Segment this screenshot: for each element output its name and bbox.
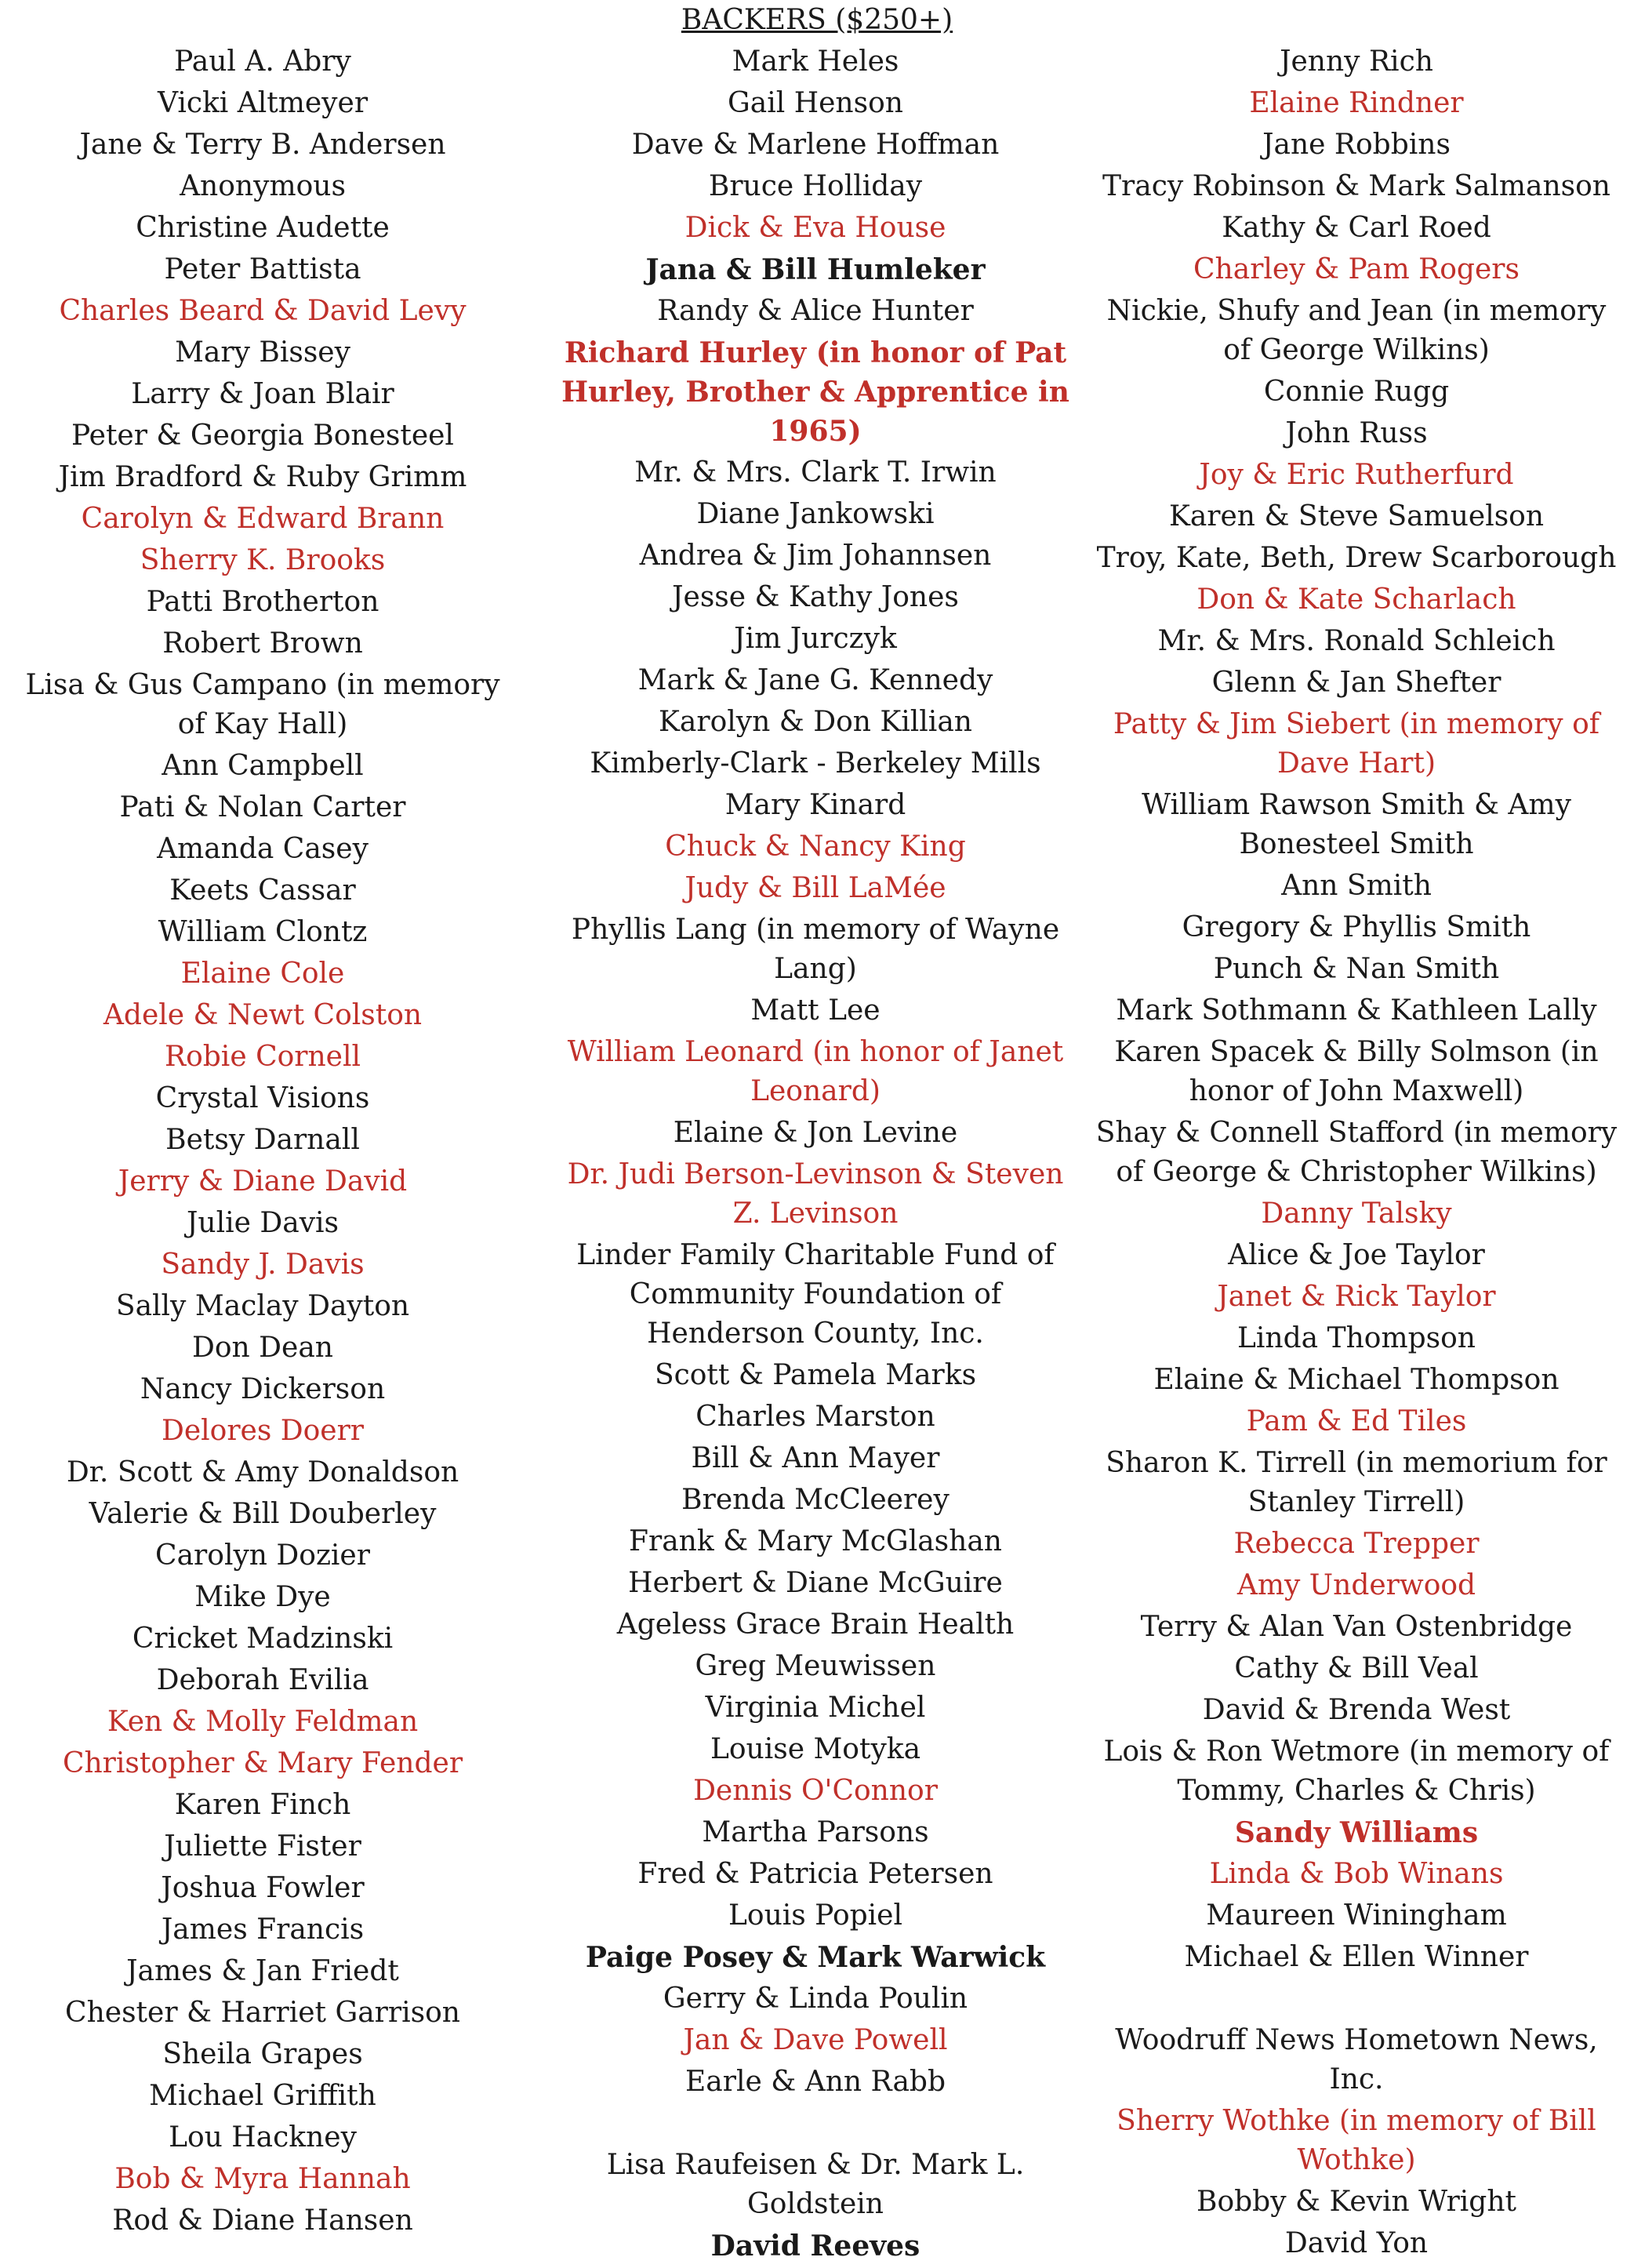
donor-entry: Peter Battista <box>164 253 361 285</box>
donor-entry: Chuck & Nancy King <box>665 831 966 863</box>
donor-entry: David & Brenda West <box>1202 1694 1511 1726</box>
donor-entry: Diane Jankowski <box>696 498 935 530</box>
donor-entry: Joy & Eric Rutherfurd <box>1199 459 1514 491</box>
donor-entry: Patty & Jim Siebert (in memory of Dave Hart) <box>1113 708 1600 780</box>
donor-entry: Mark Sothmann & Kathleen Lally <box>1116 994 1597 1027</box>
donor-entry: Judy & Bill LaMée <box>684 872 946 904</box>
donor-entry: Woodruff News Hometown News, Inc. <box>1115 2024 1598 2095</box>
donor-entry: Kimberly-Clark - Berkeley Mills <box>590 747 1041 780</box>
donor-entry: Karen Spacek & Billy Solmson (in honor of John Maxwell) <box>1114 1036 1599 1107</box>
donor-entry: Cathy & Bill Veal <box>1234 1652 1479 1685</box>
donor-entry: Amy Underwood <box>1236 1569 1476 1601</box>
donor-entry: Janet & Rick Taylor <box>1217 1281 1496 1313</box>
spacer <box>549 2104 1082 2143</box>
donor-entry: Troy, Kate, Beth, Drew Scarborough <box>1096 542 1617 574</box>
donor-entry: Michael & Ellen Winner <box>1184 1941 1529 1973</box>
donor-entry: Lisa Raufeisen & Dr. Mark L. Goldstein <box>606 2149 1025 2220</box>
donor-entry: Karen Finch <box>174 1789 351 1821</box>
donor-entry: James & Jan Friedt <box>126 1955 399 1987</box>
donor-entry: Cricket Madzinski <box>132 1623 394 1655</box>
donor-entry: Bob & Myra Hannah <box>114 2163 411 2195</box>
donor-entry: David Reeves <box>710 2230 920 2263</box>
donor-entry: Terry & Alan Van Ostenbridge <box>1140 1611 1573 1643</box>
donor-entry: Linda Thompson <box>1237 1322 1476 1354</box>
donor-entry: Juliette Fister <box>164 1830 361 1863</box>
donor-entry: Mary Kinard <box>724 789 906 821</box>
donor-entry: Glenn & Jan Shefter <box>1211 667 1501 699</box>
donor-entry: Charles Beard & David Levy <box>59 295 467 327</box>
donor-entry: Linder Family Charitable Fund of Community Foundation of Henderson County, Inc. <box>576 1239 1055 1350</box>
donor-entry: Matt Lee <box>750 994 881 1027</box>
donor-entry: Michael Griffith <box>149 2080 376 2112</box>
donor-entry: Elaine & Jon Levine <box>673 1117 958 1149</box>
donor-entry: Shay & Connell Stafford (in memory of George & Christopher Wilkins) <box>1095 1117 1618 1188</box>
donor-entry: Don & Kate Scharlach <box>1196 583 1516 616</box>
donor-entry: Martha Parsons <box>702 1816 929 1848</box>
donor-entry: Carolyn Dozier <box>155 1539 370 1572</box>
donor-entry: Don Dean <box>192 1332 333 1364</box>
donor-entry: Rod & Diane Hansen <box>112 2204 413 2237</box>
donor-entry: Patti Brotherton <box>146 586 379 618</box>
donor-entry: Charley & Pam Rogers <box>1193 253 1520 285</box>
donor-entry: Rebecca Trepper <box>1233 1528 1480 1560</box>
donor-entry: Linda & Bob Winans <box>1209 1858 1504 1890</box>
donor-entry: Lisa & Gus Campano (in memory of Kay Hall) <box>25 669 500 740</box>
donor-entry: Paige Posey & Mark Warwick <box>585 1941 1046 1974</box>
donor-entry: Greg Meuwissen <box>695 1650 936 1682</box>
donor-entry: Delores Doerr <box>161 1415 365 1447</box>
donor-entry: Dr. Scott & Amy Donaldson <box>66 1456 459 1488</box>
donor-entry: Jim Bradford & Ruby Grimm <box>58 461 467 493</box>
donor-entry: Amanda Casey <box>157 833 369 865</box>
donor-entry: Danny Talsky <box>1261 1198 1452 1230</box>
donor-entry: Nancy Dickerson <box>140 1373 386 1405</box>
donor-entry: Sherry Wothke (in memory of Bill Wothke) <box>1117 2105 1596 2176</box>
donor-entry: Louise Motyka <box>710 1733 921 1765</box>
donor-entry: William Rawson Smith & Amy Bonesteel Smith <box>1142 789 1571 860</box>
donor-entry: Crystal Visions <box>155 1082 370 1114</box>
donor-entry: Vicki Altmeyer <box>157 87 369 119</box>
donor-entry: James Francis <box>161 1914 365 1946</box>
page-heading: BACKERS ($250+) <box>681 4 953 36</box>
donor-entry: Deborah Evilia <box>156 1664 369 1696</box>
donor-entry: Mary Bissey <box>175 336 350 369</box>
donor-entry: Sally Maclay Dayton <box>115 1290 410 1322</box>
donor-entry: David Yon <box>1284 2227 1429 2259</box>
donor-entry: Keets Cassar <box>169 874 356 907</box>
donor-entry: John Russ <box>1285 417 1428 449</box>
donor-entry: Herbert & Diane McGuire <box>628 1567 1003 1599</box>
donor-entry: Kathy & Carl Roed <box>1222 212 1491 244</box>
donor-entry: Frank & Mary McGlashan <box>629 1525 1002 1557</box>
donor-entry: Bobby & Kevin Wright <box>1196 2186 1516 2218</box>
donor-entry: Ann Campbell <box>162 750 364 782</box>
donor-entry: Richard Hurley (in honor of Pat Hurley, Brother & Apprentice in 1965) <box>561 336 1069 448</box>
donor-entry: Phyllis Lang (in memory of Wayne Lang) <box>571 914 1060 985</box>
donor-entry: Christine Audette <box>136 212 390 244</box>
donor-entry: Bruce Holliday <box>708 170 923 202</box>
donor-column-right <box>1090 42 1623 2266</box>
donor-entry: Valerie & Bill Douberley <box>89 1498 437 1530</box>
donor-entry: Charles Marston <box>695 1401 935 1433</box>
donor-entry: Karen & Steve Samuelson <box>1168 500 1545 532</box>
donor-entry: Ann Smith <box>1281 870 1432 902</box>
donor-entry: Julie Davis <box>186 1207 340 1239</box>
donor-entry: Jane Robbins <box>1262 129 1451 161</box>
donor-entry: Elaine Rindner <box>1249 87 1464 119</box>
donor-entry: Karolyn & Don Killian <box>659 706 972 738</box>
donor-entry: Dr. Judi Berson-Levinson & Steven Z. Levinson <box>567 1158 1064 1230</box>
donor-entry: Elaine Cole <box>180 958 345 990</box>
donor-entry: Carolyn & Edward Brann <box>81 503 445 535</box>
donor-entry: Betsy Darnall <box>165 1124 360 1156</box>
donor-entry: Ken & Molly Feldman <box>107 1706 419 1738</box>
donor-entry: Tracy Robinson & Mark Salmanson <box>1102 170 1610 202</box>
donor-entry: Paul A. Abry <box>174 45 351 78</box>
donor-entry: Joshua Fowler <box>161 1872 365 1904</box>
donor-entry: Jane & Terry B. Andersen <box>79 129 446 161</box>
donor-entry: Jan & Dave Powell <box>683 2024 948 2056</box>
donor-entry: Chester & Harriet Garrison <box>65 1997 460 2029</box>
donor-entry: Randy & Alice Hunter <box>657 295 974 327</box>
donor-entry: Dennis O'Connor <box>693 1775 938 1807</box>
donor-entry: Dave & Marlene Hoffman <box>631 129 1000 161</box>
donor-entry: Mike Dye <box>194 1581 331 1613</box>
donor-entry: Dick & Eva House <box>684 212 946 244</box>
donor-entry: Andrea & Jim Johannsen <box>639 540 992 572</box>
donor-entry: Maureen Winingham <box>1206 1899 1507 1932</box>
donor-entry: Louis Popiel <box>728 1899 902 1932</box>
donor-entry: Sharon K. Tirrell (in memorium for Stanley Tirrell) <box>1106 1447 1607 1518</box>
donor-entry: Ageless Grace Brain Health <box>616 1608 1015 1641</box>
donor-entry: Adele & Newt Colston <box>103 999 423 1031</box>
donor-entry: William Clontz <box>158 916 368 948</box>
donor-entry: Elaine & Michael Thompson <box>1153 1364 1560 1396</box>
donor-entry: Jerry & Diane David <box>118 1165 408 1198</box>
donor-entry: Bill & Ann Mayer <box>691 1442 940 1474</box>
donor-entry: Jesse & Kathy Jones <box>672 581 959 613</box>
donor-entry: Earle & Ann Rabb <box>685 2066 946 2098</box>
donor-entry: Punch & Nan Smith <box>1213 953 1500 985</box>
donor-entry: Sheila Grapes <box>162 2038 363 2070</box>
donor-entry: Brenda McCleerey <box>681 1484 950 1516</box>
donor-entry: Sandy J. Davis <box>161 1248 365 1281</box>
donor-entry: Sandy Williams <box>1234 1816 1479 1849</box>
donor-entry: Alice & Joe Taylor <box>1228 1239 1485 1271</box>
donor-entry: Gail Henson <box>728 87 903 119</box>
donor-entry: Lois & Ron Wetmore (in memory of Tommy, Charles & Chris) <box>1103 1736 1610 1807</box>
spacer <box>1090 1979 1623 2019</box>
donor-entry: Connie Rugg <box>1263 376 1450 408</box>
donor-entry: Scott & Pamela Marks <box>654 1359 977 1391</box>
donor-entry: Pati & Nolan Carter <box>119 791 406 823</box>
donor-entry: Peter & Georgia Bonesteel <box>71 420 454 452</box>
donor-entry: Gerry & Linda Poulin <box>663 1983 968 2015</box>
donor-entry: Robert Brown <box>162 627 363 660</box>
donor-entry: Mr. & Mrs. Clark T. Irwin <box>634 456 997 489</box>
donor-column-left <box>12 42 514 2243</box>
donor-entry: Gregory & Phyllis Smith <box>1182 911 1531 943</box>
donor-entry: Sherry K. Brooks <box>140 544 386 576</box>
donor-entry: Mr. & Mrs. Ronald Schleich <box>1157 625 1556 657</box>
donor-entry: Christopher & Mary Fender <box>62 1747 463 1779</box>
donor-entry: Anonymous <box>180 170 346 202</box>
donor-entry: Larry & Joan Blair <box>131 378 394 410</box>
donor-entry: William Leonard (in honor of Janet Leonard) <box>567 1036 1064 1107</box>
donor-entry: Mark & Jane G. Kennedy <box>637 664 993 696</box>
donor-entry: Nickie, Shufy and Jean (in memory of George Wilkins) <box>1106 295 1607 366</box>
donor-column-middle <box>549 42 1082 2268</box>
donor-entry: Mark Heles <box>732 45 899 78</box>
donor-entry: Robie Cornell <box>164 1041 361 1073</box>
donor-entry: Jim Jurczyk <box>734 623 897 655</box>
donor-entry: Pam & Ed Tiles <box>1246 1405 1467 1437</box>
donor-entry: Lou Hackney <box>169 2121 357 2154</box>
donor-entry: Jenny Rich <box>1280 45 1433 78</box>
donor-entry: Jana & Bill Humleker <box>645 253 986 286</box>
donor-entry: Fred & Patricia Petersen <box>637 1858 993 1890</box>
donor-entry: Virginia Michel <box>705 1692 926 1724</box>
